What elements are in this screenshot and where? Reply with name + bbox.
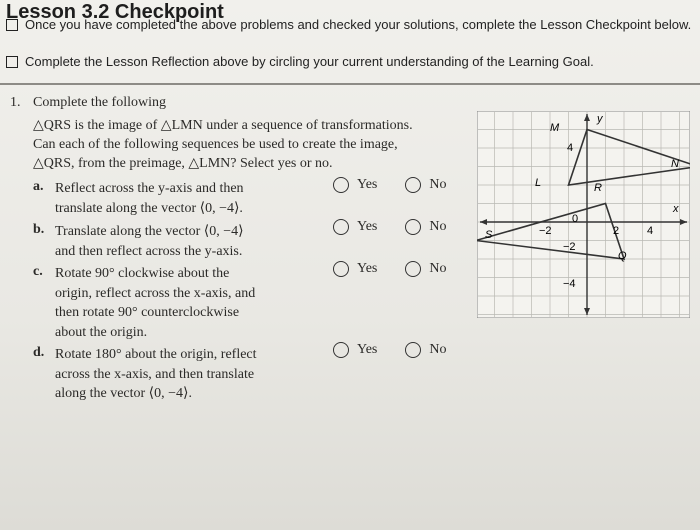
no-label: No [429,261,447,276]
vertex-label-m: M [550,122,560,134]
checklist-text: Once you have completed the above problems and checked your solutions, complete the Lesson Checkpoint below. [25,17,692,32]
x-axis-label: x [673,203,679,215]
x-tick-label: 0 [572,213,579,225]
radio-button[interactable] [333,219,349,235]
part-b-letter: b. [33,222,45,237]
part-line: about the origin. [55,324,148,340]
part-line: translate along the vector ⟨0, −4⟩. [55,200,243,216]
radio-button[interactable] [333,261,349,277]
part-c-text [55,264,325,342]
page-title: Lesson 3.2 Checkpoint [6,1,224,23]
y-tick-label: −2 [563,241,576,253]
part-a-letter: a. [33,179,44,194]
part-d-text [55,345,325,404]
part-a-options [333,177,475,193]
yes-label: Yes [357,261,378,276]
part-line: along the vector ⟨0, −4⟩. [55,386,193,401]
y-tick-label: −4 [563,278,576,290]
yes-label: Yes [357,342,378,357]
no-label: No [429,177,447,192]
coordinate-grid [477,111,690,323]
part-c-options [333,261,475,277]
part-b-yes[interactable] [333,219,377,235]
part-b-text [55,222,325,261]
yes-label: Yes [357,177,378,192]
question-intro: Complete the following [33,95,166,110]
vertex-label-n: N [671,158,679,170]
prompt-line: △QRS, from the preimage, △LMN? Select yes or no. [33,156,333,171]
checklist-text: Complete the Lesson Reflection above by circling your current understanding of the Learning Goal. [25,54,594,69]
coordinate-plane [477,111,690,318]
part-line: Translate along the vector ⟨0, −4⟩ [55,224,244,239]
x-tick-label: 2 [613,225,620,237]
yes-label: Yes [357,219,378,234]
part-a-text [55,179,325,218]
part-b-no[interactable] [405,219,446,235]
part-b-options [333,219,475,235]
y-axis-label: y [597,113,603,125]
question-prompt [33,116,453,173]
x-tick-label: −2 [539,225,552,237]
question-number: 1. [10,95,21,110]
part-c-letter: c. [33,264,43,279]
radio-button[interactable] [333,342,349,358]
part-a-yes[interactable] [333,177,377,193]
no-label: No [429,342,447,357]
part-line: and then reflect across the y-axis. [55,243,243,259]
part-line: Rotate 180° about the origin, reflect [55,347,257,362]
vertex-label-s: S [485,229,493,241]
part-c-no[interactable] [405,261,446,277]
radio-button[interactable] [333,177,349,193]
prompt-line: △QRS is the image of △LMN under a sequence of transformations. [33,118,413,133]
part-a-no[interactable] [405,177,446,193]
checklist-item-1[interactable] [6,16,696,33]
part-d-no[interactable] [405,342,446,358]
checkbox[interactable] [6,19,18,31]
part-line: Reflect across the y-axis and then [55,181,244,196]
y-tick-label: 4 [567,142,574,154]
radio-button[interactable] [405,261,421,277]
checklist-item-2[interactable] [6,53,696,70]
vertex-label-r: R [594,182,602,194]
vertex-label-q: Q [618,250,627,262]
prompt-line: Can each of the following sequences be used to create the image, [33,137,398,152]
vertex-label-l: L [535,177,542,189]
part-line: then rotate 90° counterclockwise [55,305,240,320]
part-d-options [333,342,475,358]
part-line: Rotate 90° clockwise about the [55,266,230,281]
part-line: across the x-axis, and then translate [55,366,255,382]
radio-button[interactable] [405,219,421,235]
part-d-yes[interactable] [333,342,377,358]
part-line: origin, reflect across the x-axis, and [55,285,256,301]
section-divider [0,83,700,85]
radio-button[interactable] [405,342,421,358]
no-label: No [429,219,447,234]
x-tick-label: 4 [647,225,654,237]
radio-button[interactable] [405,177,421,193]
part-c-yes[interactable] [333,261,377,277]
part-d-letter: d. [33,345,45,360]
checkbox[interactable] [6,56,18,68]
